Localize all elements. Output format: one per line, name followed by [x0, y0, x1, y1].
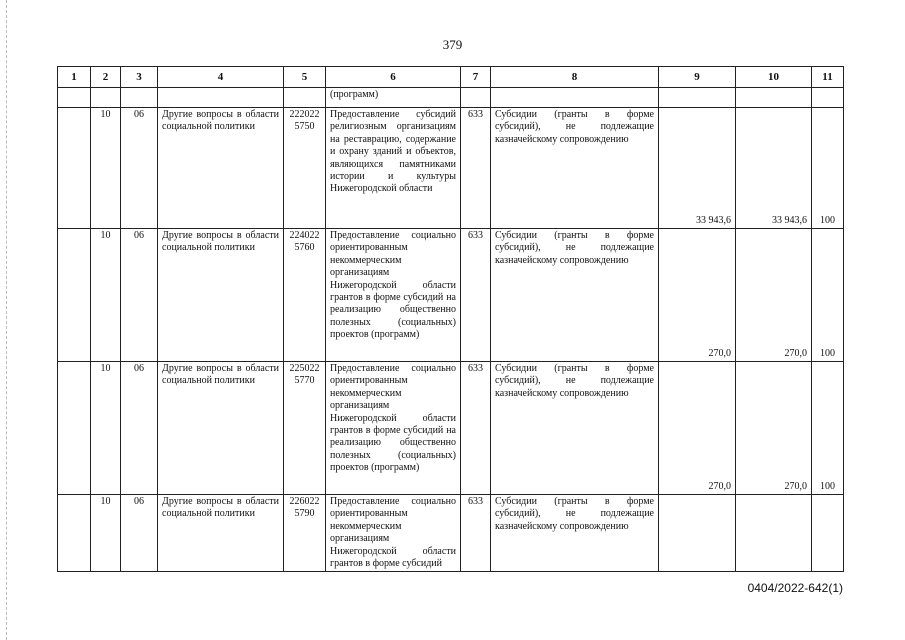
cell-amount-plan: 270,0	[659, 229, 736, 362]
cell-percent	[812, 495, 844, 572]
cell-expense-name	[491, 88, 659, 108]
column-header: 11	[812, 67, 844, 88]
cell-percent: 100	[812, 362, 844, 495]
cell-section: 10	[91, 362, 121, 495]
cell-1	[58, 362, 91, 495]
page-number: 379	[442, 37, 463, 52]
cell-section-name: Другие вопросы в области социальной политики	[158, 362, 284, 495]
cell-subsection: 06	[121, 362, 158, 495]
cell-section-name: Другие вопросы в области социальной политики	[158, 495, 284, 572]
cell-section-name	[158, 88, 284, 108]
cell-target-name: (программ)	[326, 88, 461, 108]
cell-target-code	[284, 88, 326, 108]
table-row	[58, 108, 844, 229]
cell-percent	[812, 88, 844, 108]
table-row	[58, 88, 844, 108]
cell-target-name: Предоставление социально ориентированным некоммерческим организациям Нижегородской области грантов в форме субсидий на реализацию общественно полезных (социальных) проектов (программ)	[326, 362, 461, 495]
budget-table	[57, 66, 844, 572]
table-row	[58, 495, 844, 572]
cell-target-code: 224022 5760	[284, 229, 326, 362]
table-row	[58, 229, 844, 362]
cell-expense-name: Субсидии (гранты в форме субсидий), не подлежащие казначейскому сопровождению	[491, 108, 659, 229]
cell-expense-type: 633	[461, 362, 491, 495]
cell-percent: 100	[812, 229, 844, 362]
cell-section	[91, 88, 121, 108]
column-header: 3	[121, 67, 158, 88]
cell-target-name: Предоставление социально ориентированным некоммерческим организациям Нижегородской области грантов в форме субсидий	[326, 495, 461, 572]
cell-expense-type	[461, 88, 491, 108]
document-code: 0404/2022-642(1)	[747, 581, 843, 595]
column-header: 8	[491, 67, 659, 88]
cell-amount-fact: 33 943,6	[736, 108, 812, 229]
cell-expense-type: 633	[461, 229, 491, 362]
cell-section-name: Другие вопросы в области социальной политики	[158, 108, 284, 229]
column-header: 2	[91, 67, 121, 88]
cell-amount-fact	[736, 495, 812, 572]
cell-expense-type: 633	[461, 108, 491, 229]
cell-1	[58, 88, 91, 108]
cell-subsection: 06	[121, 108, 158, 229]
cell-amount-fact: 270,0	[736, 362, 812, 495]
cell-1	[58, 495, 91, 572]
column-header: 6	[326, 67, 461, 88]
column-header: 7	[461, 67, 491, 88]
cell-subsection	[121, 88, 158, 108]
cell-target-name: Предоставление субсидий религиозным организациям на реставрацию, содержание и охрану зданий и объектов, являющихся памятниками истории и культуры Нижегородской области	[326, 108, 461, 229]
column-header: 9	[659, 67, 736, 88]
cell-amount-fact	[736, 88, 812, 108]
cell-percent: 100	[812, 108, 844, 229]
cell-amount-plan: 270,0	[659, 362, 736, 495]
column-header: 5	[284, 67, 326, 88]
cell-amount-plan	[659, 495, 736, 572]
cell-expense-type: 633	[461, 495, 491, 572]
cell-expense-name: Субсидии (гранты в форме субсидий), не подлежащие казначейскому сопровождению	[491, 362, 659, 495]
cell-target-code: 225022 5770	[284, 362, 326, 495]
cell-section: 10	[91, 495, 121, 572]
header-row	[58, 67, 844, 88]
cell-subsection: 06	[121, 495, 158, 572]
cell-section: 10	[91, 229, 121, 362]
cell-1	[58, 108, 91, 229]
column-header: 4	[158, 67, 284, 88]
scan-edge-line	[6, 0, 7, 640]
cell-subsection: 06	[121, 229, 158, 362]
column-header: 1	[58, 67, 91, 88]
cell-section: 10	[91, 108, 121, 229]
cell-1	[58, 229, 91, 362]
column-header: 10	[736, 67, 812, 88]
cell-target-code: 226022 5790	[284, 495, 326, 572]
cell-amount-plan: 33 943,6	[659, 108, 736, 229]
cell-amount-fact: 270,0	[736, 229, 812, 362]
table-row	[58, 362, 844, 495]
cell-expense-name: Субсидии (гранты в форме субсидий), не подлежащие казначейскому сопровождению	[491, 229, 659, 362]
cell-target-code: 222022 5750	[284, 108, 326, 229]
cell-section-name: Другие вопросы в области социальной политики	[158, 229, 284, 362]
cell-expense-name: Субсидии (гранты в форме субсидий), не подлежащие казначейскому сопровождению	[491, 495, 659, 572]
cell-target-name: Предоставление социально ориентированным некоммерческим организациям Нижегородской области грантов в форме субсидий на реализацию общественно полезных (социальных) проектов (программ)	[326, 229, 461, 362]
cell-amount-plan	[659, 88, 736, 108]
